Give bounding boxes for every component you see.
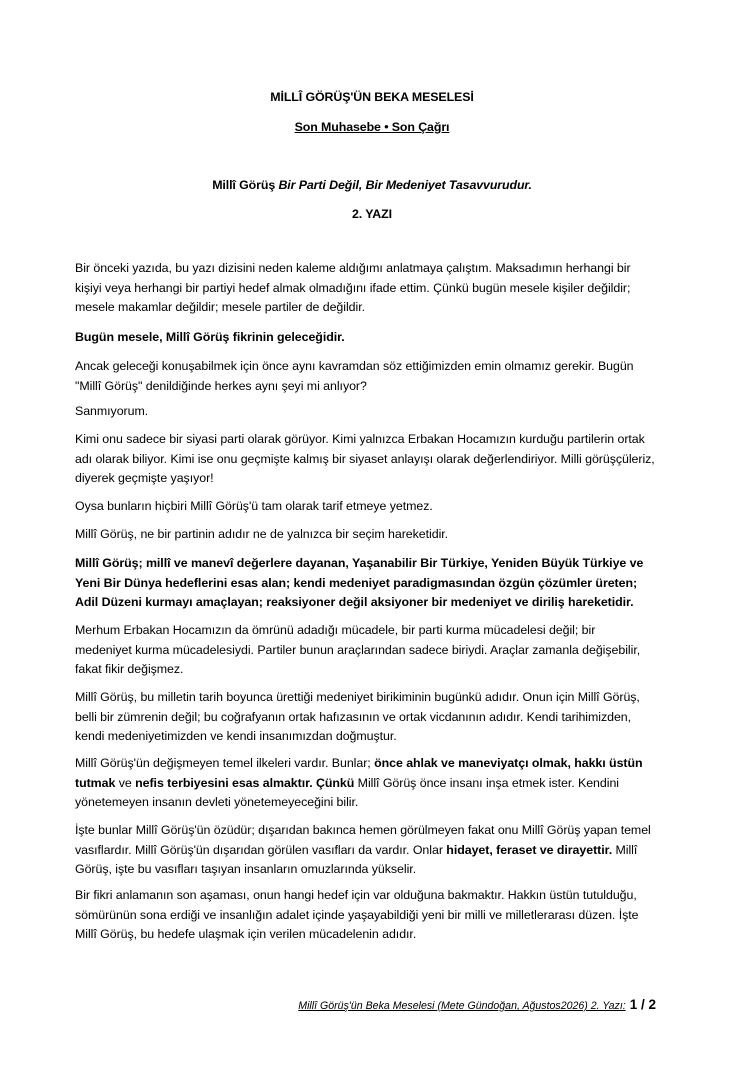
footer-source: Millî Görüş'ün Beka Meselesi (Mete Gündoğan, Ağustos2026) 2. Yazı: [298,1000,626,1012]
page-subtitle [0,120,744,134]
paragraph-3: Ancak geleceği konuşabilmek için önce aynı kavramdan söz ettiğimizden emin olmamız gerekir. Bugün "Millî Görüş" denildiğinde herkes aynı şeyi mi anlıyor? [75,359,634,393]
p11-text-e: Millî Görüş önce insanı inşa etmek ister. Kendini yönetemeyen insanın devleti yönetemeyeceğini bilir. [75,775,619,809]
lead-heading [0,178,744,192]
paragraph-12 [75,821,655,880]
page-number: 1 / 2 [629,997,656,1012]
paragraph-7: Millî Görüş, ne bir partinin adıdır ne de yalnızca bir seçim hareketidir. [75,527,449,541]
page-footer [298,997,656,1012]
paragraph-11 [75,754,655,813]
lead-italic: Bir Parti Değil, Bir Medeniyet Tasavvurudur. [278,178,532,192]
paragraph-8: Millî Görüş; millî ve manevî değerlere dayanan, Yaşanabilir Bir Türkiye, Yeniden Büyük Türkiye ve Yeni Bir Dünya hedeflerini esas alan; kendi medeniyet paradigmasından özgün çözümler üreten; Adil Düzeni kurmayı amaçlayan; reaksiyoner değil aksiyoner bir medeniyet ve diriliş hareketidir. [75,556,644,609]
paragraph-13: Bir fikri anlamanın son aşaması, onun hangi hedef için var olduğuna bakmaktır. Hakkın üstün tutulduğu, sömürünün sona erdiği ve insanlığın adalet içinde yaşayabildiği yeni bir milli ve milletlerarası düzen. İşte Millî Görüş, bu hedefe ulaşmak için verilen mücadelenin adıdır. [75,888,639,941]
p11-bold-b: önce ahlak ve maneviyatçı olmak, hakkı üstün tutmak [75,756,643,790]
p12-bold-b: hidayet, feraset ve dirayettir. [446,842,613,857]
paragraph-4: Sanmıyorum. [75,404,149,418]
part-label: 2. YAZI [352,207,392,221]
paragraph-6: Oysa bunların hiçbiri Millî Görüş'ü tam olarak tarif etmeye yetmez. [75,499,433,513]
p11-bold-d: nefis terbiyesini esas almaktır. Çünkü [135,775,355,790]
p12-text-a: İşte bunlar Millî Görüş'ün özüdür; dışarıdan bakınca hemen görülmeyen fakat onu Millî Görüş yapan temel vasıflardır. Millî Görüş'ün dışarıdan görülen vasıfları da vardır. Onlar [75,823,651,857]
paragraph-5: Kimi onu sadece bir siyasi parti olarak görüyor. Kimi yalnızca Erbakan Hocamızın kurduğu partilerin ortak adı olarak biliyor. Kimi ise onu geçmişte kalmış bir siyaset anlayışı olarak değerlendiriyor. Milli görüşçüleriz, diyerek geçmişte yaşıyor! [75,432,655,485]
p12-text-c: Millî Görüş, işte bu vasıfları taşıyan insanların omuzlarında yükselir. [75,842,638,876]
page-title: MİLLÎ GÖRÜŞ'ÜN BEKA MESELESİ [270,90,474,104]
paragraph-2: Bugün mesele, Millî Görüş fikrinin geleceğidir. [75,330,345,344]
paragraph-10: Millî Görüş, bu milletin tarih boyunca ürettiği medeniyet birikiminin bugünkü adıdır. Onun için Millî Görüş, belli bir zümrenin değil; bu coğrafyanın ortak hafızasının ve ortak vicdanının adıdır. Kendi tarihimizden, kendi medeniyetimizden ve kendi insanımızdan doğmuştur. [75,690,640,743]
lead-normal: Millî Görüş [212,178,279,192]
p11-text-c: ve [115,775,136,790]
subtitle-text: Son Muhasebe • Son Çağrı [294,120,450,134]
paragraph-9: Merhum Erbakan Hocamızın da ömrünü adadığı mücadele, bir parti kurma mücadelesi değil; bir medeniyet kurma mücadelesiydi. Partiler bunun araçlarından sadece biriydi. Araçlar zamanla değişebilir, fakat fikir değişmez. [75,623,641,676]
paragraph-1: Bir önceki yazıda, bu yazı dizisini neden kaleme aldığımı anlatmaya çalıştım. Maksadımın herhangi bir kişiyi veya herhangi bir partiyi hedef almak olmadığını ifade ettim. Çünkü bugün mesele kişiler değildir; mesele makamlar değildir; mesele partiler de değildir. [75,261,631,314]
p11-text-a: Millî Görüş'ün değişmeyen temel ilkeleri vardır. Bunlar; [75,756,375,770]
